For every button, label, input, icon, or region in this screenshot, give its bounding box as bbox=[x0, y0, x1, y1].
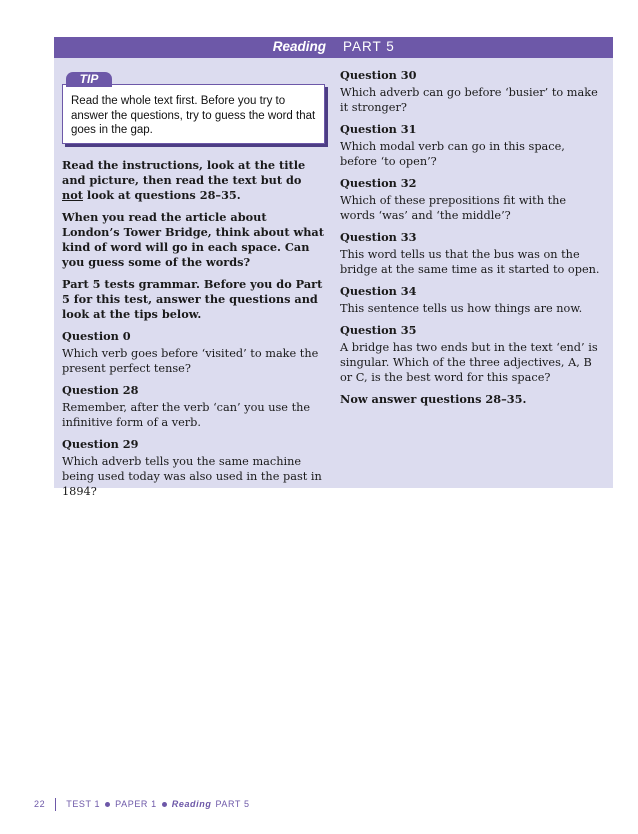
question-30-text: Which adverb can go before ‘busier’ to make it stronger? bbox=[340, 86, 598, 114]
question-34-title: Question 34 bbox=[340, 284, 417, 298]
bullet-icon bbox=[105, 802, 110, 807]
question-35-text: A bridge has two ends but in the text ‘end’ is singular. Which of the three adjectives, A, B or C, is the best word for this space? bbox=[340, 341, 598, 384]
footer-test: TEST 1 bbox=[66, 799, 101, 809]
question-0-text: Which verb goes before ‘visited’ to make the present perfect tense? bbox=[62, 347, 319, 375]
question-34-text: This sentence tells us how things are now. bbox=[340, 302, 583, 315]
question-31-title: Question 31 bbox=[340, 122, 417, 136]
question-35-title: Question 35 bbox=[340, 323, 417, 337]
footer-paper: PAPER 1 bbox=[115, 799, 157, 809]
header-part-label: PART 5 bbox=[343, 39, 395, 54]
footer-divider bbox=[55, 798, 56, 811]
left-column bbox=[62, 158, 326, 506]
section-header bbox=[54, 37, 613, 58]
right-column bbox=[340, 68, 604, 414]
question-28-title: Question 28 bbox=[62, 383, 139, 397]
header-section-title: Reading bbox=[272, 39, 326, 54]
intro-paragraph-1 bbox=[62, 158, 326, 203]
closing-instruction: Now answer questions 28–35. bbox=[340, 392, 527, 406]
footer-reading: Reading bbox=[171, 799, 212, 809]
question-30-title: Question 30 bbox=[340, 68, 417, 82]
question-29-title: Question 29 bbox=[62, 437, 139, 451]
question-32-text: Which of these prepositions fit with the words ‘was’ and ‘the middle’? bbox=[340, 194, 567, 222]
intro-paragraph-2: When you read the article about London’s Tower Bridge, think about what kind of word will go in each space. Can you guess some of the words? bbox=[62, 210, 324, 269]
page-number: 22 bbox=[34, 799, 46, 809]
tip-text: Read the whole text first. Before you try to answer the questions, try to guess the word that goes in the gap. bbox=[71, 95, 316, 136]
question-31-text: Which modal verb can go in this space, before ‘to open’? bbox=[340, 140, 565, 168]
bullet-icon bbox=[162, 802, 167, 807]
intro-1-part-a: Read the instructions, look at the title and picture, then read the text but do bbox=[62, 158, 306, 187]
question-29-text: Which adverb tells you the same machine being used today was also used in the past in 1894? bbox=[62, 455, 322, 498]
footer-part: PART 5 bbox=[215, 799, 250, 809]
question-0-title: Question 0 bbox=[62, 329, 131, 343]
intro-1-part-b: look at questions 28–35. bbox=[82, 188, 241, 202]
question-33-title: Question 33 bbox=[340, 230, 417, 244]
page-footer bbox=[34, 797, 250, 811]
question-28-text: Remember, after the verb ‘can’ you use the infinitive form of a verb. bbox=[62, 401, 311, 429]
tip-badge: TIP bbox=[66, 72, 112, 87]
question-32-title: Question 32 bbox=[340, 176, 417, 190]
intro-1-underlined: not bbox=[62, 188, 83, 202]
intro-paragraph-3: Part 5 tests grammar. Before you do Part 5 for this test, answer the questions and look at the tips below. bbox=[62, 277, 323, 321]
question-33-text: This word tells us that the bus was on the bridge at the same time as it started to open. bbox=[340, 248, 600, 276]
